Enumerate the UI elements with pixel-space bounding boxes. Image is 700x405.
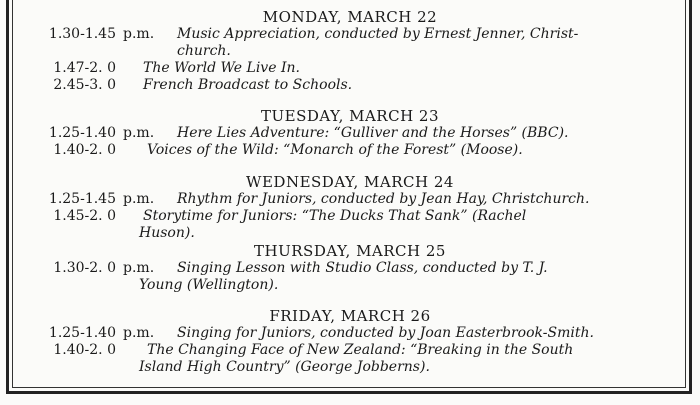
program-title: Here Lies Adventure: “Gulliver and the Horses” (BBC). xyxy=(177,125,569,141)
pm-label: p.m. xyxy=(123,125,155,141)
program-title: Music Appreciation, conducted by Ernest Jenner, Christ- xyxy=(177,26,579,42)
pm-label: p.m. xyxy=(123,325,155,341)
program-title: Singing for Juniors, conducted by Joan Easterbrook-Smith. xyxy=(177,325,594,341)
time-slot: 1.25-1.45 xyxy=(48,191,116,207)
time-slot: 1.40-2. 0 xyxy=(53,342,116,358)
pm-label: p.m. xyxy=(123,260,155,276)
time-slot: 1.25-1.40 xyxy=(48,325,116,341)
time-slot: 1.45-2. 0 xyxy=(53,208,116,224)
program-continuation: church. xyxy=(177,43,231,59)
day-heading-friday: FRIDAY, MARCH 26 xyxy=(269,307,431,325)
program-title: French Broadcast to Schools. xyxy=(143,77,353,93)
program-title: The Changing Face of New Zealand: “Breaking in the South xyxy=(147,342,574,358)
time-slot: 2.45-3. 0 xyxy=(53,77,116,93)
time-slot: 1.30-1.45 xyxy=(48,26,116,42)
time-slot: 1.47-2. 0 xyxy=(53,60,116,76)
program-title: Rhythm for Juniors, conducted by Jean Hay, Christchurch. xyxy=(177,191,590,207)
day-heading-wednesday: WEDNESDAY, MARCH 24 xyxy=(246,173,454,191)
time-slot: 1.30-2. 0 xyxy=(53,260,116,276)
day-heading-tuesday: TUESDAY, MARCH 23 xyxy=(260,107,440,125)
time-slot: 1.40-2. 0 xyxy=(53,142,116,158)
program-title: Storytime for Juniors: “The Ducks That Sank” (Rachel xyxy=(143,208,527,224)
pm-label: p.m. xyxy=(123,26,155,42)
program-title: Singing Lesson with Studio Class, conducted by T. J. xyxy=(177,260,548,276)
day-heading-thursday: THURSDAY, MARCH 25 xyxy=(254,242,446,260)
program-title: Voices of the Wild: “Monarch of the Forest” (Moose). xyxy=(147,142,523,158)
program-continuation: Huson). xyxy=(139,225,195,241)
day-heading-monday: MONDAY, MARCH 22 xyxy=(262,8,438,26)
program-continuation: Island High Country” (George Jobberns). xyxy=(139,359,430,375)
pm-label: p.m. xyxy=(123,191,155,207)
program-continuation: Young (Wellington). xyxy=(139,277,279,293)
time-slot: 1.25-1.40 xyxy=(48,125,116,141)
program-title: The World We Live In. xyxy=(143,60,300,76)
